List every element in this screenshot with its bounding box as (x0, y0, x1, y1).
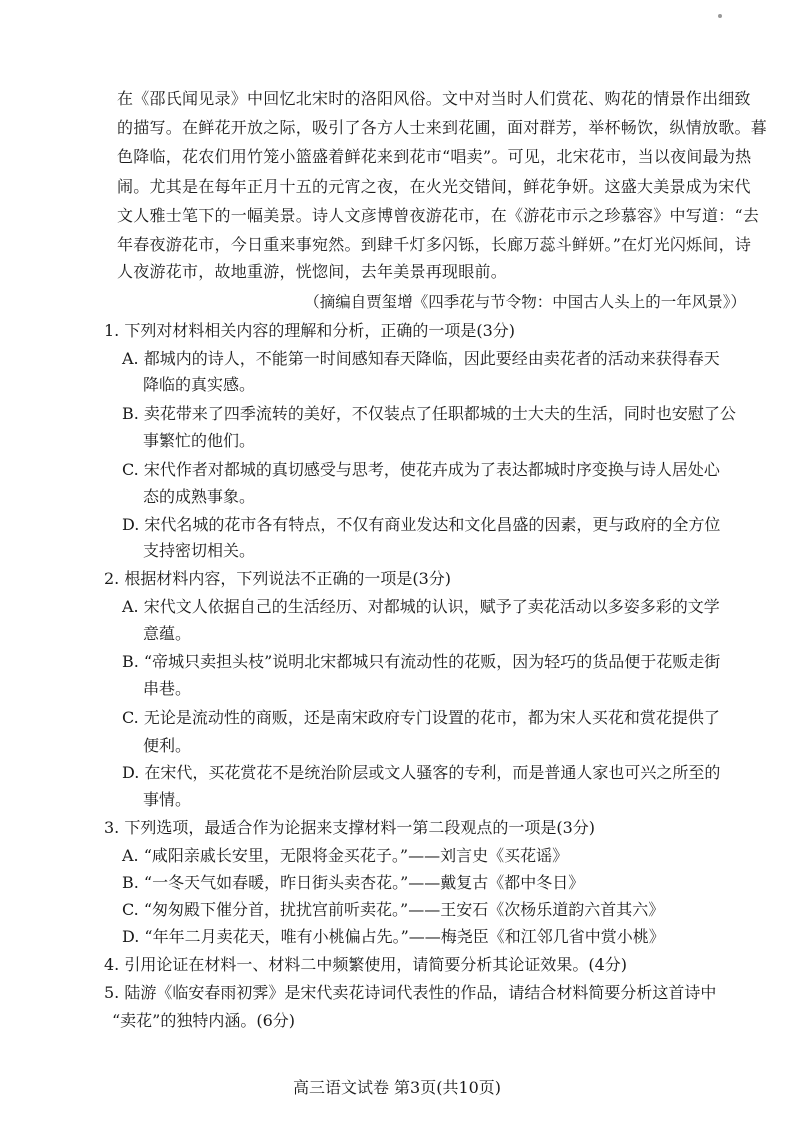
q1-option-a: A. 都城内的诗人，不能第一时间感知春天降临，因此要经由卖花者的活动来获得春天 (122, 349, 720, 368)
passage-line: 在《邵氏闻见录》中回忆北宋时的洛阳风俗。文中对当时人们赏花、购花的情景作出细致 (117, 89, 751, 108)
q2-option-d-cont: 事情。 (143, 790, 192, 809)
question-5-stem-cont: “卖花”的独特内涵。(6分) (112, 1011, 296, 1030)
q1-option-d-cont: 支持密切相关。 (143, 541, 256, 560)
q2-option-c: C. 无论是流动性的商贩，还是南宋政府专门设置的花市，都为宋人买花和赏花提供了 (122, 708, 720, 727)
q1-option-b-cont: 事繁忙的他们。 (143, 431, 256, 450)
source-citation: （摘编自贾玺增《四季花与节令物：中国古人头上的一年风景》） (304, 293, 746, 311)
q1-option-c: C. 宋代作者对都城的真切感受与思考，使花卉成为了表达都城时序变换与诗人居处心 (122, 460, 720, 479)
passage-line: 文人雅士笔下的一幅美景。诗人文彦博曾夜游花市，在《游花市示之珍慕容》中写道：“去 (117, 206, 760, 225)
passage-line: 色降临，花农们用竹笼小篮盛着鲜花来到花市“唱卖”。可见，北宋花市，当以夜间最为热 (117, 147, 752, 166)
question-5-stem: 5. 陆游《临安春雨初霁》是宋代卖花诗词代表性的作品，请结合材料简要分析这首诗中 (104, 983, 717, 1002)
page-footer: 高三语文试卷 第3页(共10页) (292, 1078, 502, 1097)
question-4-stem: 4. 引用论证在材料一、材料二中频繁使用，请简要分析其论证效果。(4分) (104, 955, 628, 974)
q2-option-d: D. 在宋代，买花赏花不是统治阶层或文人骚客的专利，而是普通人家也可兴之所至的 (122, 763, 721, 782)
q1-option-a-cont: 降临的真实感。 (143, 375, 256, 394)
q2-option-b: B. “帝城只卖担头枝”说明北宋都城只有流动性的花贩，因为轻巧的货品便于花贩走街 (122, 652, 721, 671)
passage-line: 人夜游花市，故地重游，恍惚间，去年美景再现眼前。 (117, 262, 508, 281)
q3-option-b: B. “一冬天气如春暖，昨日街头卖杏花。”——戴复古《都中冬日》 (122, 873, 585, 892)
question-1-stem: 1. 下列对材料相关内容的理解和分析，正确的一项是(3分) (104, 321, 516, 340)
q1-option-c-cont: 态的成熟事象。 (143, 487, 256, 506)
q3-option-c: C. “匆匆殿下催分首，扰扰宫前听卖花。”——王安石《次杨乐道韵六首其六》 (122, 900, 665, 919)
question-3-stem: 3. 下列选项，最适合作为论据来支撑材料一第二段观点的一项是(3分) (104, 818, 596, 837)
q2-option-a: A. 宋代文人依据自己的生活经历、对都城的认识，赋予了卖花活动以多姿多彩的文学 (122, 597, 720, 616)
passage-line: 年春夜游花市，今日重来事宛然。到肆千灯多闪铄，长廊万蕊斗鲜妍。”在灯光闪烁间，诗 (117, 235, 752, 254)
q2-option-a-cont: 意蕴。 (143, 624, 192, 643)
passage-line: 闹。尤其是在每年正月十五的元宵之夜，在火光交错间，鲜花争妍。这盛大美景成为宋代 (117, 177, 751, 196)
q3-option-a: A. “咸阳亲戚长安里，无限将金买花子。”——刘言史《买花谣》 (122, 846, 569, 865)
q1-option-b: B. 卖花带来了四季流转的美好，不仅装点了任职都城的士大夫的生活，同时也安慰了公 (122, 404, 736, 423)
q2-option-b-cont: 串巷。 (143, 679, 192, 698)
scan-speck (718, 14, 722, 18)
q3-option-d: D. “年年二月卖花天，唯有小桃偏占先。”——梅尧臣《和江邻几省中赏小桃》 (122, 927, 665, 946)
question-2-stem: 2. 根据材料内容，下列说法不正确的一项是(3分) (104, 569, 452, 588)
q2-option-c-cont: 便利。 (143, 736, 192, 755)
q1-option-d: D. 宋代名城的花市各有特点，不仅有商业发达和文化昌盛的因素，更与政府的全方位 (122, 515, 721, 534)
passage-line: 的描写。在鲜花开放之际，吸引了各方人士来到花圃，面对群芳，举杯畅饮，纵情放歌。暮 (117, 118, 768, 137)
